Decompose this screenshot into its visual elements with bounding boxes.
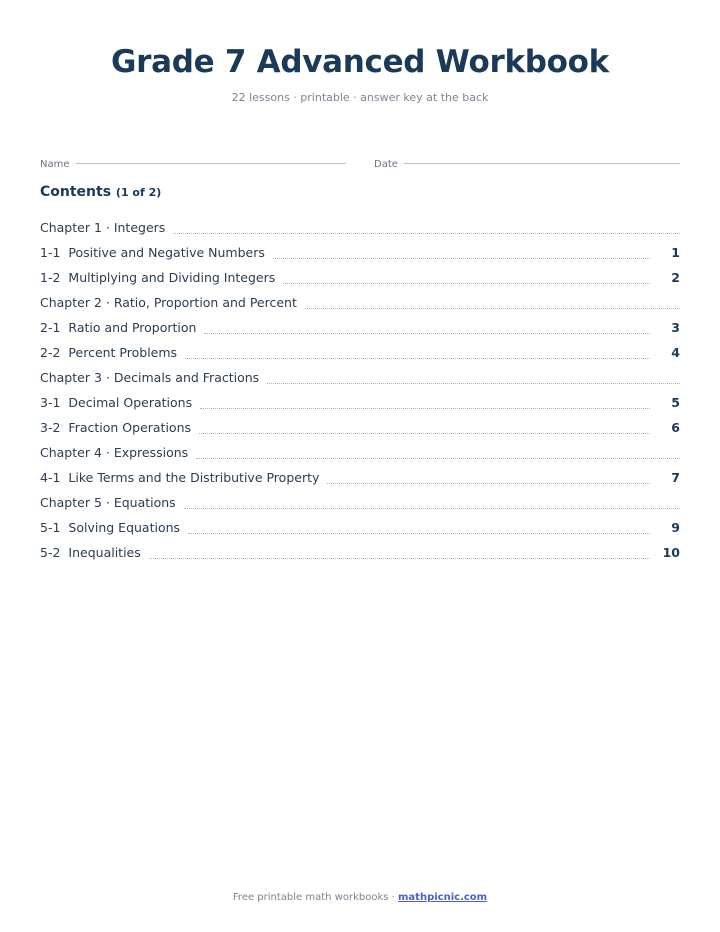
contents-heading	[40, 184, 161, 200]
toc-entry-label: Decimal Operations	[68, 395, 193, 410]
toc-lesson-row[interactable]	[40, 240, 680, 265]
toc-page-number: 7	[671, 470, 680, 485]
toc-entry-label: Like Terms and the Distributive Property	[68, 470, 320, 485]
table-of-contents	[40, 215, 680, 565]
toc-lesson-row[interactable]	[40, 340, 680, 365]
toc-page-number: 2	[671, 270, 680, 285]
toc-leader-dots	[273, 258, 650, 259]
toc-lesson-title	[40, 540, 141, 565]
toc-chapter-row[interactable]	[40, 490, 680, 515]
toc-lesson-number: 4-1	[40, 470, 61, 485]
toc-entry-label: Chapter 5 · Equations	[40, 495, 176, 510]
toc-page-number: 1	[671, 245, 680, 260]
toc-chapter-row[interactable]	[40, 365, 680, 390]
toc-leader-dots	[149, 558, 650, 559]
toc-page-number: 4	[671, 345, 680, 360]
toc-lesson-title	[40, 315, 196, 340]
toc-leader-dots	[305, 308, 680, 309]
toc-leader-dots	[173, 233, 680, 234]
toc-lesson-number: 5-1	[40, 520, 61, 535]
contents-title: Contents	[40, 184, 112, 200]
toc-lesson-title	[40, 265, 275, 290]
name-field[interactable]	[40, 155, 346, 171]
name-label: Name	[40, 159, 70, 170]
footer-text: Free printable math workbooks ·	[232, 892, 399, 903]
toc-lesson-row[interactable]	[40, 540, 680, 565]
toc-chapter-row[interactable]	[40, 290, 680, 315]
toc-lesson-row[interactable]	[40, 415, 680, 440]
toc-leader-dots	[196, 458, 680, 459]
toc-chapter-title	[40, 290, 297, 315]
footer	[0, 892, 720, 903]
toc-lesson-row[interactable]	[40, 390, 680, 415]
toc-chapter-title	[40, 440, 188, 465]
date-line[interactable]	[404, 163, 680, 164]
toc-chapter-title	[40, 215, 165, 240]
toc-entry-label: Chapter 4 · Expressions	[40, 445, 189, 460]
contents-page-indicator: (1 of 2)	[115, 186, 162, 199]
toc-entry-label: Fraction Operations	[68, 420, 192, 435]
toc-entry-label: Percent Problems	[68, 345, 178, 360]
toc-lesson-title	[40, 390, 192, 415]
toc-lesson-title	[40, 515, 180, 540]
toc-lesson-title	[40, 415, 191, 440]
toc-page-number: 5	[671, 395, 680, 410]
toc-lesson-number: 1-1	[40, 245, 61, 260]
toc-entry-label: Multiplying and Dividing Integers	[68, 270, 276, 285]
toc-lesson-number: 5-2	[40, 545, 61, 560]
toc-chapter-title	[40, 365, 259, 390]
toc-leader-dots	[199, 433, 650, 434]
toc-leader-dots	[267, 383, 680, 384]
toc-leader-dots	[283, 283, 650, 284]
name-line[interactable]	[76, 163, 346, 164]
toc-leader-dots	[185, 358, 650, 359]
footer-link[interactable]: mathpicnic.com	[398, 892, 488, 903]
toc-chapter-title	[40, 490, 176, 515]
page-title: Grade 7 Advanced Workbook	[111, 44, 609, 80]
toc-page-number: 9	[671, 520, 680, 535]
toc-lesson-number: 3-2	[40, 420, 61, 435]
toc-lesson-row[interactable]	[40, 265, 680, 290]
toc-lesson-row[interactable]	[40, 315, 680, 340]
toc-page-number: 10	[662, 545, 680, 560]
date-label: Date	[374, 159, 398, 170]
toc-lesson-row[interactable]	[40, 465, 680, 490]
toc-entry-label: Chapter 1 · Integers	[40, 220, 166, 235]
toc-leader-dots	[184, 508, 680, 509]
page-subtitle: 22 lessons · printable · answer key at the back	[231, 91, 489, 104]
toc-leader-dots	[200, 408, 650, 409]
toc-leader-dots	[204, 333, 650, 334]
date-field[interactable]	[374, 155, 680, 171]
toc-lesson-title	[40, 340, 177, 365]
toc-chapter-row[interactable]	[40, 440, 680, 465]
toc-lesson-number: 2-2	[40, 345, 61, 360]
toc-entry-label: Positive and Negative Numbers	[68, 245, 265, 260]
toc-lesson-title	[40, 465, 319, 490]
toc-entry-label: Ratio and Proportion	[68, 320, 197, 335]
toc-lesson-number: 2-1	[40, 320, 61, 335]
toc-chapter-row[interactable]	[40, 215, 680, 240]
toc-lesson-row[interactable]	[40, 515, 680, 540]
toc-lesson-number: 1-2	[40, 270, 61, 285]
toc-entry-label: Inequalities	[68, 545, 141, 560]
toc-lesson-title	[40, 240, 265, 265]
toc-lesson-number: 3-1	[40, 395, 61, 410]
toc-leader-dots	[327, 483, 650, 484]
toc-entry-label: Solving Equations	[68, 520, 181, 535]
toc-entry-label: Chapter 3 · Decimals and Fractions	[40, 370, 260, 385]
toc-leader-dots	[188, 533, 650, 534]
toc-entry-label: Chapter 2 · Ratio, Proportion and Percent	[40, 295, 297, 310]
toc-page-number: 6	[671, 420, 680, 435]
toc-page-number: 3	[671, 320, 680, 335]
